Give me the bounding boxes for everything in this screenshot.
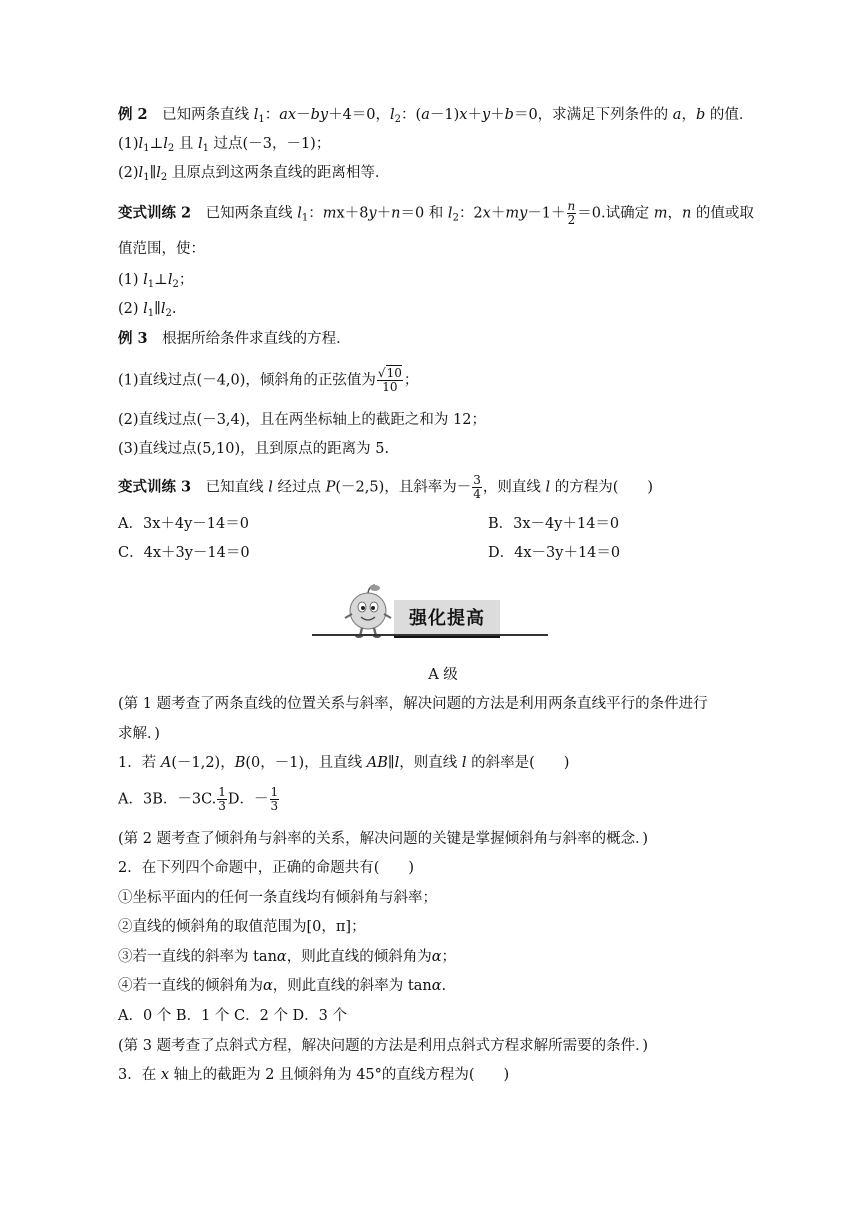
question-2-item-3: ③若一直线的斜率为 tanα，则此直线的倾斜角为α； [118,949,457,965]
question-2-item-4: ④若一直线的倾斜角为α，则此直线的斜率为 tanα. [118,978,447,994]
fraction-n-over-2: $\frac{n}{2}$ [567,199,576,227]
example-3-item-2: (2)直线过点(－3,4)，且在两坐标轴上的截距之和为 12； [118,412,486,428]
note-question-2: (第 2 题考查了倾斜角与斜率的关系，解决问题的关键是掌握倾斜角与斜率的概念．) [118,831,649,847]
banner-title-box [394,600,500,638]
example-3-label: 例 3 [118,330,148,347]
question-2-item-1: ①坐标平面内的任何一条直线均有倾斜角与斜率； [118,890,437,906]
level-a-heading: A 级 [428,667,458,683]
fraction-3-over-4: $\frac{3}{4}$ [473,473,481,501]
mascot-icon [342,582,394,638]
question-1-options-abc[interactable]: A．3B．－3C. [118,791,217,808]
variant-2-line-2: 值范围，使： [118,241,205,257]
banner-divider [312,634,548,636]
example-2-part-2: $(2)l_1\parallel l_2$ 且原点到这两条直线的距离相等． [118,165,390,183]
example-2-part-1: $(1)l_1\perp l_2$ 且 $l_1$ 过点(－3，－1)； [118,136,331,154]
example-2-statement: 例 2 已知两条直线 $l_1$：ax－by＋4＝0，$l_2$：(a－1)x＋y＋b＝0，求满足下列条件的 a，b 的值． [118,106,754,125]
option-c[interactable]: C．4x＋3y－14＝0 [118,545,250,561]
question-2-options[interactable]: A．0 个 B．1 个 C．2 个 D．3 个 [118,1008,348,1024]
banner-title: 强化提高 [409,608,485,629]
question-1: 1．若 A(－1,2)，B(0，－1)，且直线 AB∥l，则直线 l 的斜率是( ) [118,755,570,771]
example-3-item-1: (1)直线过点(－4,0)，倾斜角的正弦值为 $\frac{√10}{10}$ ； [118,366,419,394]
variant-3-options-row-2 [118,543,768,563]
variant-3-label: 变式训练 3 [118,478,192,496]
variant-2-statement: 变式训练 2 已知两条直线 $l_1$：mx＋8y＋n＝0 和 $l_2$：2x＋my－1＋ $\frac{n}{2}$ ＝0.试确定 m，n 的值或取 [118,199,754,227]
variant-2-label: 变式训练 2 [118,204,192,222]
variant-3-options-row-1 [118,514,768,534]
fraction-sqrt10-over-10: $\frac{√10}{10}$ [377,366,402,394]
question-2: 2．在下列四个命题中，正确的命题共有( ) [118,860,415,876]
section-banner [312,582,548,638]
option-a[interactable]: A．3x＋4y－14＝0 [118,516,249,532]
fraction-1-over-3-c: $\frac{1}{3}$ [218,785,226,813]
question-1-option-d[interactable]: D．－ [227,791,269,808]
note-question-3: (第 3 题考查了点斜式方程，解决问题的方法是利用点斜式方程求解所需要的条件．) [118,1038,649,1054]
example-3-item-3: (3)直线过点(5,10)，且到原点的距离为 5. [118,441,390,457]
fraction-1-over-3-d: $\frac{1}{3}$ [270,785,279,813]
option-b[interactable]: B．3x－4y＋14＝0 [488,516,620,532]
variant-2-part-1: (1) $l_1\perp l_2$； [118,272,194,290]
variant-2-part-2: (2) $l_1\parallel l_2$. [118,301,177,319]
question-1-options [118,786,768,813]
note-question-1-line-1: (第 1 题考查了两条直线的位置关系与斜率，解决问题的方法是利用两条直线平行的条件进行 [118,696,708,712]
option-d[interactable]: D．4x－3y＋14＝0 [488,545,621,561]
example-3-statement: 例 3 根据所给条件求直线的方程． [118,330,351,347]
variant-3-statement: 变式训练 3 已知直线 l 经过点 P(－2,5)，且斜率为－ $\frac{3}{4}$ ，则直线 l 的方程为( ) [118,473,654,501]
question-3: 3．在 x 轴上的截距为 2 且倾斜角为 45°的直线方程为( ) [118,1067,510,1083]
note-question-1-line-2: 求解．) [118,726,160,742]
question-2-item-2: ②直线的倾斜角的取值范围为[0，π]； [118,919,366,935]
example-2-label: 例 2 [118,106,148,123]
